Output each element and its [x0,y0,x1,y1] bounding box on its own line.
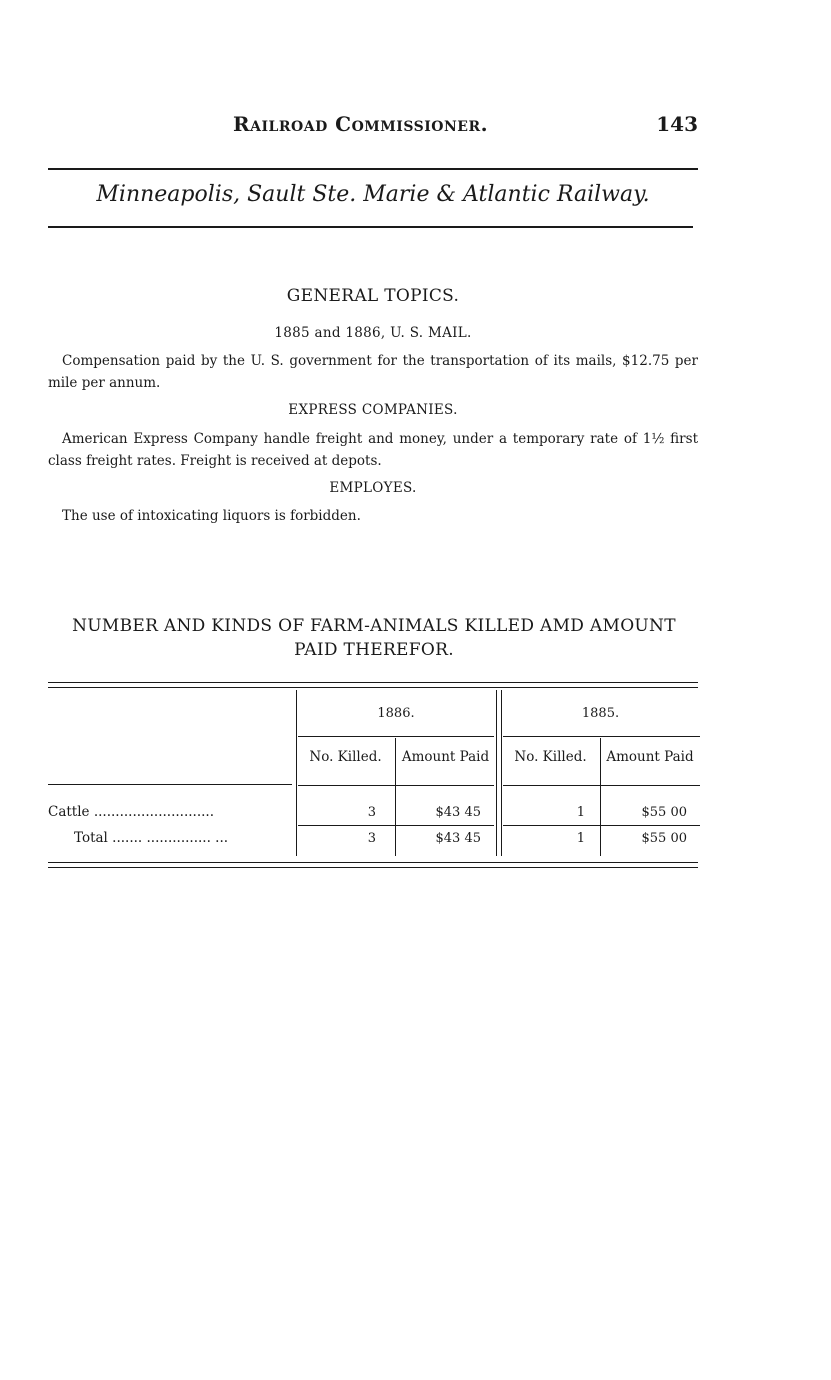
row-total-killed-1885: 1 [576,831,585,846]
employes-paragraph: The use of intoxicating liquors is forbidden. [62,508,361,524]
rule-under-1886 [298,736,494,737]
table-top-rule-1 [48,682,698,683]
header-bottom-rule-1886 [298,785,494,786]
header-bottom-rule-1885 [503,785,700,786]
table-title-line1: NUMBER AND KINDS OF FARM-ANIMALS KILLED AMD AMOUNT [72,616,676,636]
express-paragraph: American Express Company handle freight and money, under a temporary rate of 1½ first class freight rates. Freight is received at depots. [48,431,698,469]
row-total-amount-1885: $55 00 [641,831,687,846]
col-header-amount-1885: Amount Paid [606,749,694,765]
year-1885-header: 1885. [581,706,620,721]
running-title: Railroad Commissioner. [233,112,489,136]
col-header-killed-1886: No. Killed. [309,749,382,765]
table-title-line2: PAID THEREFOR. [294,640,454,660]
railway-title: Minneapolis, Sault Ste. Marie & Atlantic Railway. [96,182,650,207]
row-total-amount-1886: $43 45 [435,831,481,846]
table-bottom-rule-2 [48,867,698,868]
col-header-killed-1885: No. Killed. [514,749,587,765]
col-header-amount-1886: Amount Paid [401,749,490,765]
general-topics-heading: GENERAL TOPICS. [286,286,460,306]
table-top-rule-2 [48,687,698,688]
row-cattle-killed-1886: 3 [367,805,376,820]
year-1886-header: 1886. [377,706,415,721]
employes-heading: EMPLOYES. [329,480,417,496]
row-cattle-killed-1885: 1 [576,805,585,820]
row-total-killed-1886: 3 [367,831,376,846]
running-head [48,112,698,138]
farm-animals-table [48,680,700,870]
row-cattle-amount-1886: $43 45 [435,805,481,820]
top-rule [48,168,698,170]
express-heading: EXPRESS COMPANIES. [288,402,458,418]
title-underline-rule [48,226,693,228]
table-title [48,614,700,662]
rule-under-1885 [503,736,700,737]
page-number: 143 [656,112,698,136]
mail-paragraph: Compensation paid by the U. S. government for the transportation of its mails, $12.75 per mile per annum. [48,353,698,391]
col-divider-years-a [496,690,497,856]
mail-heading: 1885 and 1886, U. S. MAIL. [274,325,472,341]
table-bottom-rule-1 [48,862,698,863]
total-rule-1886 [298,825,494,826]
row-total-label: Total ....... ............... ... [74,830,229,846]
total-rule-1885 [503,825,700,826]
header-bottom-rule-label [48,784,292,785]
row-cattle-label: Cattle ............................ [48,804,214,820]
row-cattle-amount-1885: $55 00 [641,805,687,820]
